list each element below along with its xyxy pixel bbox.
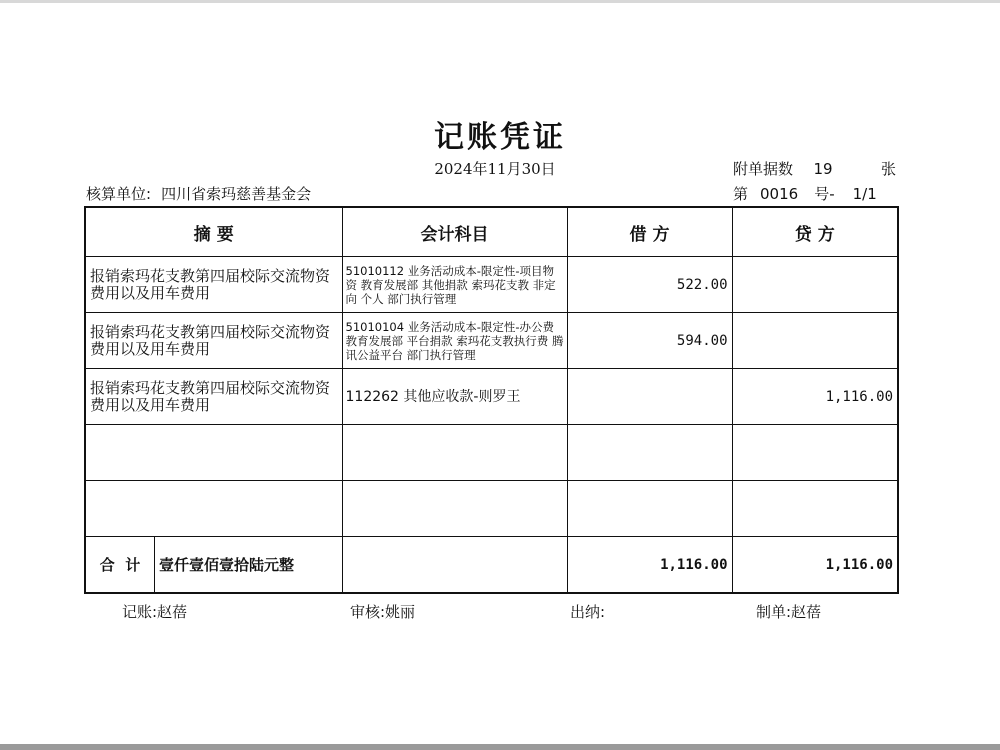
row-credit [732,481,898,537]
attachments-unit: 张 [881,160,897,178]
cashier-signature: 出纳: [570,603,606,621]
table-row [85,425,898,481]
number-prefix: 第 [733,185,749,203]
total-debit: 1,116.00 [567,537,732,594]
row-credit [732,313,898,369]
row-account [342,481,567,537]
row-summary: 报销索玛花支教第四届校际交流物资费用以及用车费用 [85,257,342,313]
row-summary: 报销索玛花支教第四届校际交流物资费用以及用车费用 [85,369,342,425]
unit-label: 核算单位: [86,185,152,203]
unit-name: 四川省索玛慈善基金会 [161,185,312,203]
table-row [85,313,898,369]
table-row [85,369,898,425]
table-row [85,257,898,313]
preparer-signature: 制单:赵蓓 [756,603,822,621]
row-debit [567,481,732,537]
total-label: 合 计 [86,537,155,592]
row-debit [567,425,732,481]
number-value: 0016 [760,185,799,203]
row-summary: 报销索玛花支教第四届校际交流物资费用以及用车费用 [85,313,342,369]
voucher-number [733,183,877,204]
table-row [85,481,898,537]
reviewer-signature: 审核:姚丽 [350,603,416,621]
row-account: 112262 其他应收款-则罗王 [342,369,567,425]
total-credit: 1,116.00 [732,537,898,594]
total-account-blank [342,537,567,594]
column-summary: 摘 要 [85,207,342,257]
row-credit: 1,116.00 [732,369,898,425]
attachments-label: 附单据数 [733,160,794,178]
column-debit: 借 方 [567,207,732,257]
voucher-date: 2024年11月30日 [434,160,556,178]
voucher-table [84,206,899,594]
column-account: 会计科目 [342,207,567,257]
attachments-info [733,158,896,179]
row-summary [85,425,342,481]
scan-edge-bottom [0,744,1000,750]
column-credit: 贷 方 [732,207,898,257]
row-credit [732,257,898,313]
row-account: 51010104 业务活动成本-限定性-办公费 教育发展部 平台捐款 索玛花支教执行费 腾讯公益平台 部门执行管理 [342,313,567,369]
total-capital-amount: 壹仟壹佰壹拾陆元整 [159,556,295,574]
bookkeeper-signature: 记账:赵蓓 [122,603,188,621]
number-suffix: 号- [814,185,835,203]
accounting-unit [86,183,311,204]
page-number: 1/1 [852,185,877,203]
row-account [342,425,567,481]
document-title: 记账凭证 [434,120,566,155]
row-account: 51010112 业务活动成本-限定性-项目物资 教育发展部 其他捐款 索玛花支教 非定向 个人 部门执行管理 [342,257,567,313]
row-summary [85,481,342,537]
row-debit: 594.00 [567,313,732,369]
row-debit: 522.00 [567,257,732,313]
scan-edge-top [0,0,1000,3]
row-credit [732,425,898,481]
row-debit [567,369,732,425]
table-header [85,207,898,257]
total-left-cell [85,537,342,594]
total-row [85,537,898,594]
attachments-count: 19 [813,160,833,178]
